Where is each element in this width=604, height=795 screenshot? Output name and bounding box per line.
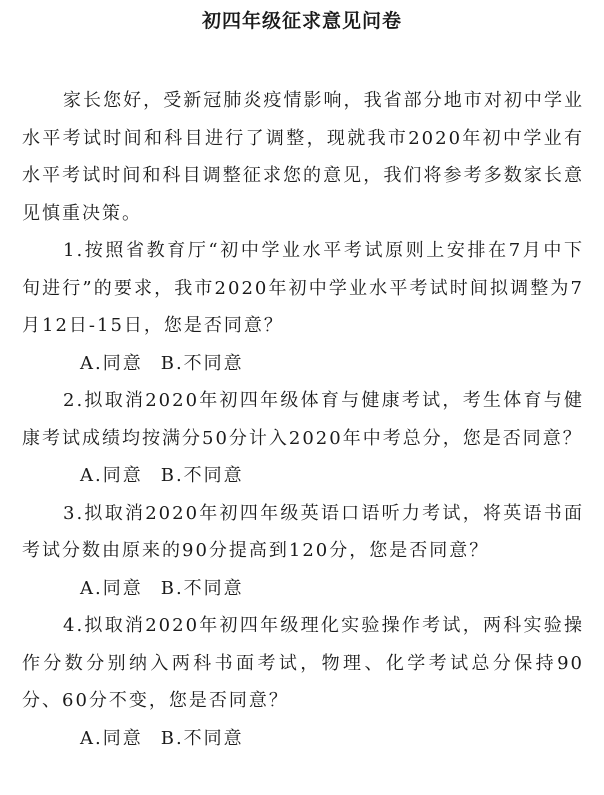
question-1-option-b: B.不同意: [160, 352, 244, 374]
question-3-option-a: A.同意: [80, 577, 143, 599]
question-3-options: [22, 570, 584, 608]
question-3-option-b: B.不同意: [160, 577, 244, 599]
question-2-options: [22, 457, 584, 495]
question-4-option-a: A.同意: [80, 727, 143, 749]
question-1-option-a: A.同意: [80, 352, 143, 374]
question-4-options: [22, 720, 584, 758]
question-4-option-b: B.不同意: [160, 727, 244, 749]
question-1-options: [22, 345, 584, 383]
question-2-option-b: B.不同意: [160, 465, 244, 486]
document-body: [22, 82, 584, 757]
document-title: 初四年级征求意见问卷: [201, 10, 402, 32]
question-2-option-a: A.同意: [80, 465, 143, 486]
intro-paragraph: 家长您好，受新冠肺炎疫情影响，我省部分地市对初中学业水平考试时间和科目进行了调整，现就我市2020年初中学业有水平考试时间和科目调整征求您的意见，我们将参考多数家长意见慎重决策。: [22, 90, 584, 224]
question-3-text: 3.拟取消2020年初四年级英语口语听力考试，将英语书面考试分数由原来的90分提高到120分，您是否同意？: [22, 502, 584, 561]
question-4-text: 4.拟取消2020年初四年级理化实验操作考试，两科实验操作分数分别纳入两科书面考试，物理、化学考试总分保持90分、60分不变，您是否同意？: [22, 615, 584, 711]
question-2-text: 2.拟取消2020年初四年级体育与健康考试，考生体育与健康考试成绩均按满分50分计入2020年中考总分，您是否同意？: [22, 390, 584, 449]
question-1-text: 1.按照省教育厅“初中学业水平考试原则上安排在7月中下旬进行”的要求，我市2020年初中学业水平考试时间拟调整为7月12日-15日，您是否同意？: [22, 240, 584, 336]
